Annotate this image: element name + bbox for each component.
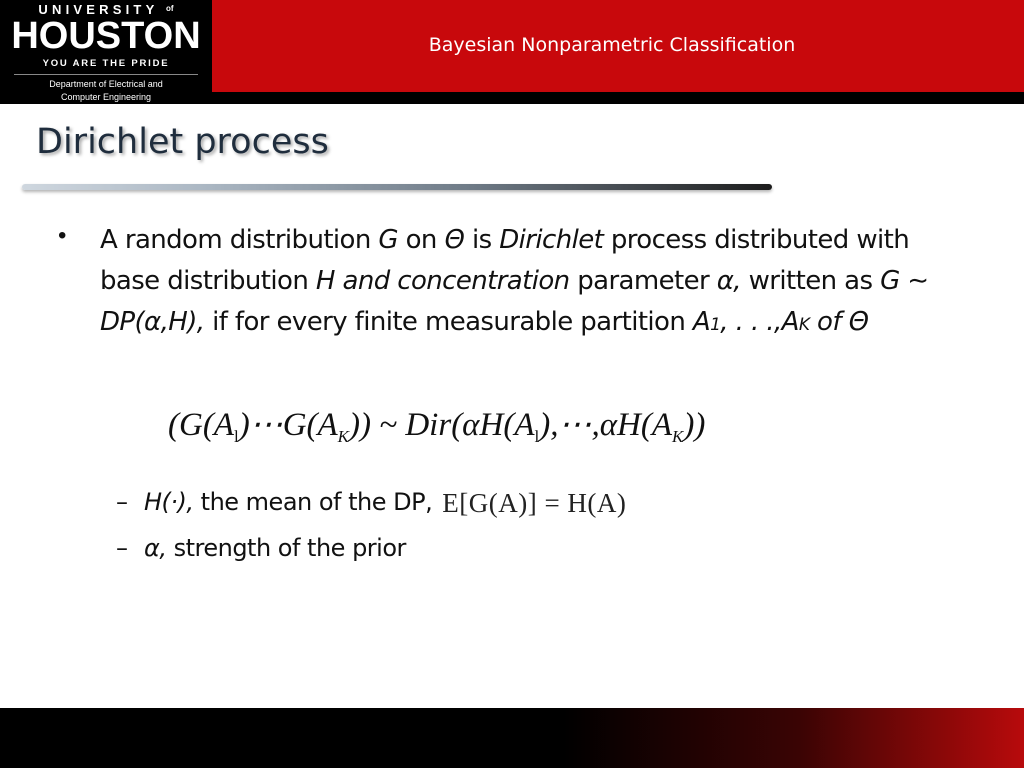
logo-divider — [14, 74, 198, 75]
logo-tagline: YOU ARE THE PRIDE — [42, 58, 170, 69]
bullet-text: A random distribution G on Θ is Dirichlet process distributed with base distribution H and concentration parameter α, written as G ∼ DP(α,H), if for every finite measurable partition A1, . . .,AK of Θ — [100, 225, 929, 337]
department-name: Department of Electrical and Computer Engineering — [49, 79, 163, 102]
footer-bar — [0, 708, 1024, 768]
presentation-title: Bayesian Nonparametric Classification — [428, 34, 796, 56]
dirichlet-formula: $(G(A_l)\cdots G(A_K))$ ~ $Dir(\alpha H(A_l),\cdots,\alpha H(A_K))$ — [168, 407, 706, 446]
logo-university-text: UNIVERSITY $^{of}$ — [38, 2, 174, 17]
expectation-equation: E[G(A)] = H(A) — [442, 488, 627, 518]
bullet-dot-icon: • — [58, 222, 67, 249]
logo-houston-text: HOUSTON — [11, 15, 201, 57]
title-underline — [22, 184, 772, 190]
sub-item-strength: – α, strength of the prior — [116, 534, 406, 562]
header-bar — [0, 0, 1024, 104]
university-logo — [0, 0, 212, 104]
slide-title: Dirichlet process — [36, 122, 329, 162]
sub-item-mean: – H(·), the mean of the DP, E[G(A)] = H(A) — [116, 488, 627, 518]
